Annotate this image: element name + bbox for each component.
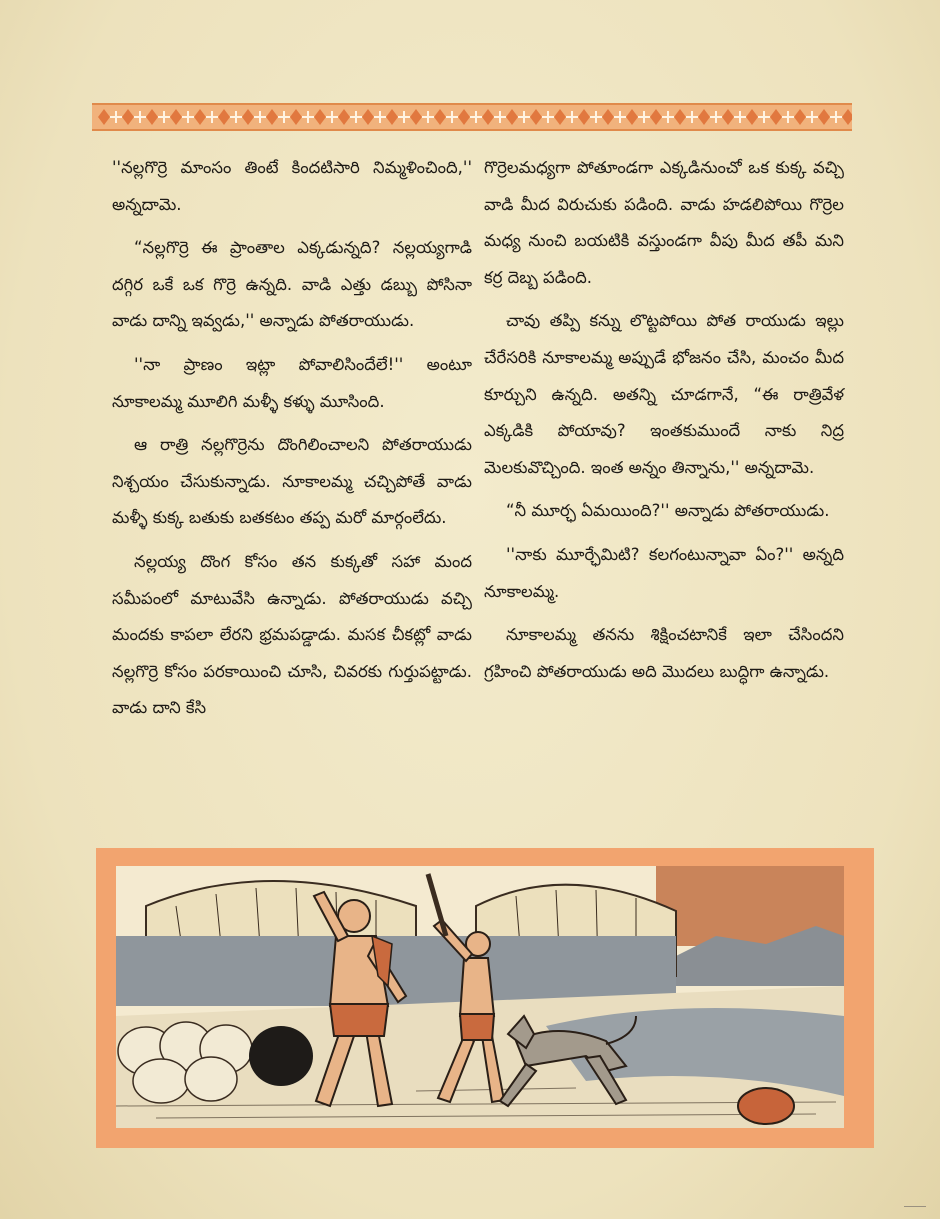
border-cross	[542, 111, 554, 123]
border-diamond	[146, 109, 158, 125]
border-diamond	[338, 109, 350, 125]
border-cross	[374, 111, 386, 123]
border-cross	[158, 111, 170, 123]
border-cross	[710, 111, 722, 123]
paragraph: నల్లయ్య దొంగ కోసం తన కుక్కతో సహా మంద సమీపంలో మాటువేసి ఉన్నాడు. పోతరాయుడు వచ్చి మందకు కాపలా లేరని భ్రమపడ్డాడు. మసక చీకట్లో వాడు నల్లగొర్రె కోసం పరకాయించి చూసి, చివరకు గుర్తుపట్టాడు. వాడు దాని కేసి	[112, 551, 472, 718]
border-diamond	[650, 109, 662, 125]
border-diamond	[218, 109, 230, 125]
paragraph: “నల్లగొర్రె ఈ ప్రాంతాల ఎక్కడున్నది? నల్లయ్యగాడి దగ్గిర ఒకే ఒక గొర్రె ఉన్నది. వాడి ఎత్తు డబ్బు పోసినా వాడు దాన్ని ఇవ్వడు,'' అన్నాడు పోతరాయుడు.	[112, 238, 472, 331]
border-diamond	[434, 109, 446, 125]
border-cross	[446, 111, 458, 123]
paragraph: నూకాలమ్మ తనను శిక్షించటానికే ఇలా చేసిందని గ్రహించి పోతరాయుడు అది మొదలు బుద్ధిగా ఉన్నాడు.	[484, 625, 844, 681]
border-cross	[758, 111, 770, 123]
border-diamond	[362, 109, 374, 125]
border-diamond	[482, 109, 494, 125]
page-corner-mark	[904, 1206, 926, 1213]
border-diamond	[122, 109, 134, 125]
border-cross	[566, 111, 578, 123]
border-diamond	[674, 109, 686, 125]
story-left-column	[112, 150, 472, 734]
border-diamond	[602, 109, 614, 125]
border-diamond	[98, 109, 110, 125]
border-cross	[398, 111, 410, 123]
border-diamond	[410, 109, 422, 125]
border-cross	[350, 111, 362, 123]
border-diamond	[314, 109, 326, 125]
border-diamond	[842, 109, 852, 125]
border-diamond	[698, 109, 710, 125]
decorative-border-strip	[92, 103, 852, 131]
border-cross	[662, 111, 674, 123]
border-cross	[134, 111, 146, 123]
paragraph: “నీ మూర్ఛ ఏమయింది?'' అన్నాడు పోతరాయుడు.	[506, 501, 830, 521]
border-diamond	[818, 109, 830, 125]
border-diamond	[170, 109, 182, 125]
border-cross	[422, 111, 434, 123]
border-cross	[518, 111, 530, 123]
border-diamond	[506, 109, 518, 125]
border-cross	[110, 111, 122, 123]
paragraph: చావు తప్పి కన్ను లొట్టపోయి పోత రాయుడు ఇల్లు చేరేసరికి నూకాలమ్మ అప్పుడే భోజనం చేసి, మంచం మీద కూర్చుని ఉన్నది. అతన్ని చూడగానే, “ఈ రాత్రివేళ ఎక్కడికి పోయావు? ఇంతకుముందే నాకు నిద్ర మెలకువొచ్చింది. ఇంత అన్నం తిన్నాను,'' అన్నదామె.	[484, 311, 844, 477]
border-diamond	[794, 109, 806, 125]
border-cross	[614, 111, 626, 123]
border-cross	[806, 111, 818, 123]
border-diamond	[386, 109, 398, 125]
border-diamond	[626, 109, 638, 125]
border-diamond	[194, 109, 206, 125]
border-diamond	[290, 109, 302, 125]
border-diamond	[578, 109, 590, 125]
border-diamond	[458, 109, 470, 125]
story-illustration	[96, 848, 874, 1148]
border-diamond	[530, 109, 542, 125]
border-cross	[638, 111, 650, 123]
border-cross	[302, 111, 314, 123]
border-cross	[470, 111, 482, 123]
border-cross	[206, 111, 218, 123]
border-cross	[326, 111, 338, 123]
border-diamond	[746, 109, 758, 125]
border-diamond	[242, 109, 254, 125]
border-diamond	[722, 109, 734, 125]
border-cross	[686, 111, 698, 123]
border-cross	[734, 111, 746, 123]
border-cross	[182, 111, 194, 123]
paragraph: ''నా ప్రాణం ఇట్లా పోవాలిసిందేలే!'' అంటూ నూకాలమ్మ మూలిగి మళ్ళీ కళ్ళు మూసింది.	[112, 354, 472, 411]
paragraph: ''నాకు మూర్ఛేమిటి? కలగంటున్నావా ఏం?'' అన్నది నూకాలమ్మ.	[484, 544, 844, 601]
illustration-scene	[116, 866, 844, 1128]
paragraph: గొర్రెలమధ్యగా పోతూండగా ఎక్కడినుంచో ఒక కుక్క వచ్చి వాడి మీద విరుచుకు పడింది. వాడు హడలిపోయి గొర్రెల మధ్య నుంచి బయటికి వస్తుండగా వీపు మీద తపీ మని కర్ర దెబ్బ పడింది.	[484, 158, 844, 287]
paragraph: ఆ రాత్రి నల్లగొర్రెను దొంగిలించాలని పోతరాయుడు నిశ్చయం చేసుకున్నాడు. నూకాలమ్మ చచ్చిపోతే వాడు మళ్ళీ కుక్క బతుకు బతకటం తప్ప మరో మార్గంలేదు.	[112, 435, 472, 528]
border-cross	[494, 111, 506, 123]
border-cross	[782, 111, 794, 123]
border-diamond	[770, 109, 782, 125]
border-diamond	[266, 109, 278, 125]
border-cross	[830, 111, 842, 123]
story-right-column	[484, 150, 844, 697]
border-diamond	[554, 109, 566, 125]
border-cross	[590, 111, 602, 123]
border-cross	[230, 111, 242, 123]
border-cross	[254, 111, 266, 123]
paragraph: ''నల్లగొర్రె మాంసం తింటే కిందటిసారి నిమ్మళించింది,'' అన్నదామె.	[112, 158, 472, 214]
border-cross	[278, 111, 290, 123]
